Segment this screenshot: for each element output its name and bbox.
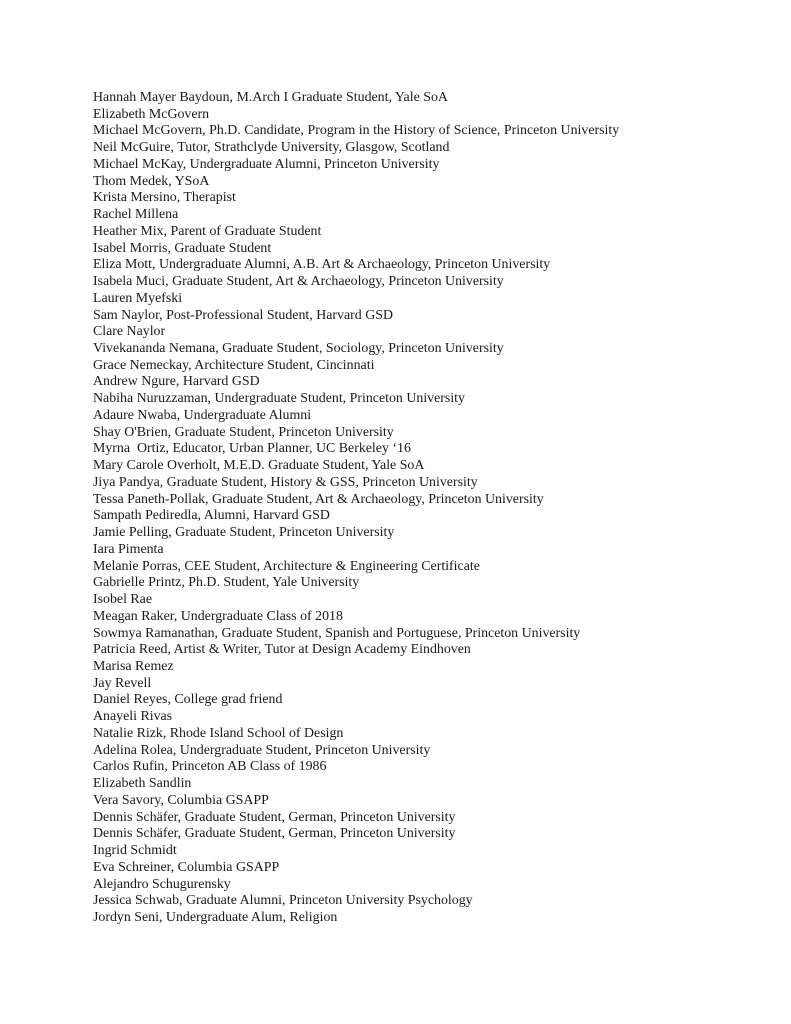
list-item: Isabela Muci, Graduate Student, Art & Archaeology, Princeton University xyxy=(93,274,504,290)
list-item: Iara Pimenta xyxy=(93,541,164,557)
list-item: Jay Revell xyxy=(93,675,152,691)
list-item: Daniel Reyes, College grad friend xyxy=(93,692,283,708)
list-item: Myrna Ortiz, Educator, Urban Planner, UC Berkeley ‘16 xyxy=(93,441,411,457)
list-item: Tessa Paneth-Pollak, Graduate Student, Art & Archaeology, Princeton University xyxy=(93,491,544,507)
list-item: Sampath Pediredla, Alumni, Harvard GSD xyxy=(93,508,330,524)
list-item: Grace Nemeckay, Architecture Student, Cincinnati xyxy=(93,357,375,373)
signatory-list xyxy=(93,90,753,927)
list-item: Isobel Rae xyxy=(93,592,153,608)
list-item: Michael McKay, Undergraduate Alumni, Princeton University xyxy=(93,156,440,172)
list-item: Anayeli Rivas xyxy=(93,709,173,725)
list-item: Mary Carole Overholt, M.E.D. Graduate Student, Yale SoA xyxy=(93,458,425,474)
list-item: Patricia Reed, Artist & Writer, Tutor at Design Academy Eindhoven xyxy=(93,642,471,658)
list-item: Adelina Rolea, Undergraduate Student, Princeton University xyxy=(93,742,431,758)
list-item: Alejandro Schugurensky xyxy=(93,876,231,892)
list-item: Meagan Raker, Undergraduate Class of 2018 xyxy=(93,608,343,624)
list-item: Vivekananda Nemana, Graduate Student, Sociology, Princeton University xyxy=(93,341,504,357)
list-item: Sowmya Ramanathan, Graduate Student, Spanish and Portuguese, Princeton University xyxy=(93,625,581,641)
list-item: Nabiha Nuruzzaman, Undergraduate Student, Princeton University xyxy=(93,391,465,407)
list-item: Eva Schreiner, Columbia GSAPP xyxy=(93,859,280,875)
list-item: Gabrielle Printz, Ph.D. Student, Yale University xyxy=(93,575,360,591)
list-item: Natalie Rizk, Rhode Island School of Design xyxy=(93,725,344,741)
list-item: Hannah Mayer Baydoun, M.Arch I Graduate Student, Yale SoA xyxy=(93,90,448,105)
list-item: Heather Mix, Parent of Graduate Student xyxy=(93,223,322,239)
list-item: Jessica Schwab, Graduate Alumni, Princeton University Psychology xyxy=(93,893,473,909)
list-item: Shay O'Brien, Graduate Student, Princeton University xyxy=(93,424,394,440)
list-item: Elizabeth McGovern xyxy=(93,106,210,122)
list-item: Isabel Morris, Graduate Student xyxy=(93,240,272,256)
list-item: Neil McGuire, Tutor, Strathclyde University, Glasgow, Scotland xyxy=(93,140,450,156)
list-item: Jiya Pandya, Graduate Student, History & GSS, Princeton University xyxy=(93,474,478,490)
list-item: Andrew Ngure, Harvard GSD xyxy=(93,374,260,390)
list-item: Marisa Remez xyxy=(93,658,174,674)
list-item: Rachel Millena xyxy=(93,207,179,223)
list-item: Vera Savory, Columbia GSAPP xyxy=(93,792,269,808)
list-item: Eliza Mott, Undergraduate Alumni, A.B. Art & Archaeology, Princeton University xyxy=(93,257,551,273)
list-item: Elizabeth Sandlin xyxy=(93,776,192,792)
list-item: Carlos Rufin, Princeton AB Class of 1986 xyxy=(93,759,327,775)
list-item: Melanie Porras, CEE Student, Architecture & Engineering Certificate xyxy=(93,558,480,574)
list-item: Sam Naylor, Post-Professional Student, Harvard GSD xyxy=(93,307,393,323)
list-item: Dennis Schäfer, Graduate Student, German, Princeton University xyxy=(93,826,456,842)
list-item: Clare Naylor xyxy=(93,324,166,340)
list-item: Lauren Myefski xyxy=(93,290,183,306)
list-item: Ingrid Schmidt xyxy=(93,843,177,859)
list-item: Thom Medek, YSoA xyxy=(93,173,210,189)
list-item: Dennis Schäfer, Graduate Student, German, Princeton University xyxy=(93,809,456,825)
list-item: Jamie Pelling, Graduate Student, Princeton University xyxy=(93,525,395,541)
list-item: Jordyn Seni, Undergraduate Alum, Religion xyxy=(93,909,338,925)
list-item: Adaure Nwaba, Undergraduate Alumni xyxy=(93,407,312,423)
list-item: Michael McGovern, Ph.D. Candidate, Program in the History of Science, Princeton University xyxy=(93,123,620,139)
list-item: Krista Mersino, Therapist xyxy=(93,190,236,206)
